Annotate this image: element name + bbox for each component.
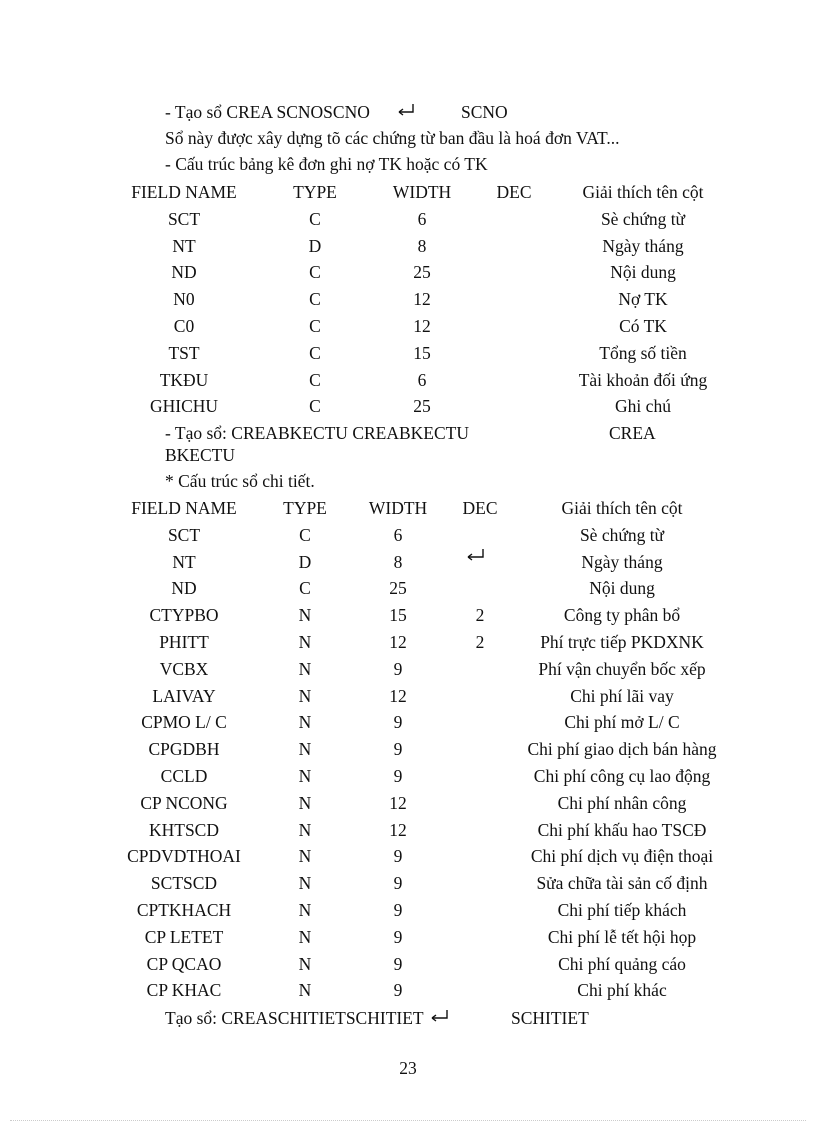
table-cell: C xyxy=(309,396,321,417)
table-cell: 9 xyxy=(393,739,403,760)
table-cell: CCLD xyxy=(160,766,208,786)
table-cell: Nội dung xyxy=(610,262,676,283)
table-header-row xyxy=(0,181,816,207)
table-cell: PHITT xyxy=(159,632,209,652)
table-cell: Tổng số tiền xyxy=(599,342,687,363)
table-cell: 12 xyxy=(389,632,407,652)
crea-schitiet-suffix: SCHITIET xyxy=(511,1008,589,1028)
table-row xyxy=(0,926,816,952)
table-cell: TST xyxy=(168,342,200,363)
enter-arrow-icon xyxy=(464,546,486,562)
table-cell: VCBX xyxy=(159,658,209,679)
table-row xyxy=(0,819,816,845)
table-cell: Chi phí khấu hao TSCĐ xyxy=(537,819,707,840)
column-header: TYPE xyxy=(283,498,327,518)
table-cell: 15 xyxy=(389,605,407,626)
table-row xyxy=(0,792,816,818)
table-cell: Ngày tháng xyxy=(602,235,684,256)
crea-bkectu-line-2: BKECTU xyxy=(165,445,235,465)
table-cell: N xyxy=(298,658,312,679)
table-cell: C xyxy=(309,342,321,363)
table-cell: N xyxy=(298,739,312,760)
crea-bkectu-right: CREA xyxy=(609,423,656,443)
table-cell: CPMO L/ C xyxy=(141,712,227,733)
table-cell: N xyxy=(298,980,312,1001)
table-cell: N xyxy=(298,926,312,947)
table-cell: Chi phí lễ tết hội họp xyxy=(547,926,697,947)
table-cell: CP QCAO xyxy=(146,953,222,974)
table-cell: CTYPBO xyxy=(149,605,219,626)
table-cell: N xyxy=(298,605,312,626)
table-cell: KHTSCD xyxy=(148,819,219,840)
enter-arrow-icon xyxy=(428,1015,448,1025)
table-cell: 8 xyxy=(393,551,403,572)
page-number: 23 xyxy=(399,1058,417,1078)
table-cell: Sè chứng từ xyxy=(600,208,686,229)
table-row xyxy=(0,658,816,684)
table-cell: N xyxy=(298,819,312,840)
table-header-row xyxy=(0,497,816,523)
table-cell: C xyxy=(309,262,321,283)
table-cell: N xyxy=(298,685,312,706)
enter-arrow-icon xyxy=(396,109,416,119)
table-cell: Công ty phân bổ xyxy=(563,605,681,626)
table-cell: Phí trực tiếp PKDXNK xyxy=(540,632,704,652)
table-cell: N xyxy=(298,792,312,813)
table-cell: Chi phí nhân công xyxy=(557,792,687,813)
table-row xyxy=(0,845,816,871)
table-cell: 9 xyxy=(393,766,403,786)
table-row xyxy=(0,551,816,577)
table-cell: N0 xyxy=(173,289,195,310)
table-row xyxy=(0,979,816,1005)
table-row xyxy=(0,524,816,550)
table-cell: CPTKHACH xyxy=(136,900,232,920)
table-cell: 25 xyxy=(413,262,431,283)
table-row xyxy=(0,208,816,234)
table-cell: N xyxy=(298,953,312,974)
column-header: FIELD NAME xyxy=(131,182,237,202)
table-cell: Chi phí quảng cáo xyxy=(558,953,686,974)
crea-schitiet-text: Tạo sổ: CREASCHITIETSCHITIET xyxy=(165,1008,424,1028)
table-cell: 9 xyxy=(393,926,403,947)
table-cell: 25 xyxy=(389,578,407,599)
column-header: WIDTH xyxy=(368,498,428,518)
table-cell: SCTSCD xyxy=(150,873,218,894)
column-header: DEC xyxy=(462,498,498,518)
intro-line-1-suffix: SCNO xyxy=(461,102,508,122)
crea-bkectu-line: - Tạo sổ: CREABKECTU CREABKECTU xyxy=(165,423,469,443)
table-cell: 6 xyxy=(417,208,427,229)
table-cell: Chi phí công cụ lao động xyxy=(533,766,711,786)
table-cell: LAIVAY xyxy=(152,685,216,706)
table-row xyxy=(0,711,816,737)
table-cell: Tài khoản đối ứng xyxy=(578,369,708,390)
table-cell: 9 xyxy=(393,980,403,1001)
table-cell: C xyxy=(299,524,311,545)
table-cell: N xyxy=(298,712,312,733)
table-cell: 9 xyxy=(393,846,403,867)
table-cell: Chi phí tiếp khách xyxy=(557,900,687,920)
table-cell: 25 xyxy=(413,396,431,417)
table-cell: 9 xyxy=(393,900,403,920)
column-header: TYPE xyxy=(293,182,337,202)
table-cell: Chi phí dịch vụ điện thoại xyxy=(530,846,714,867)
table-cell: Phí vận chuyển bốc xếp xyxy=(538,658,706,679)
table-row xyxy=(0,288,816,314)
column-header: Giải thích tên cột xyxy=(582,182,704,202)
table-row xyxy=(0,953,816,979)
table-cell: 8 xyxy=(417,235,427,256)
table-cell: N xyxy=(298,873,312,894)
table-cell: CP KHAC xyxy=(146,980,222,1001)
table-cell: 2 xyxy=(475,605,485,626)
table-row xyxy=(0,577,816,603)
table-cell: 12 xyxy=(413,289,431,310)
column-header: Giải thích tên cột xyxy=(561,498,683,518)
table-cell: 12 xyxy=(389,819,407,840)
table-cell: CPGDBH xyxy=(148,739,220,760)
table-cell: C xyxy=(309,369,321,390)
table-row xyxy=(0,235,816,261)
table-cell: NT xyxy=(172,551,196,572)
intro-line-1-text: - Tạo sổ CREA SCNOSCNO xyxy=(165,102,370,122)
table-cell: Nội dung xyxy=(589,578,655,599)
intro-line-2: Sổ này được xây dựng tõ các chứng từ ban đầu là hoá đơn VAT... xyxy=(165,128,620,148)
table-cell: D xyxy=(298,551,312,572)
table-cell: 12 xyxy=(413,316,431,336)
table-cell: C xyxy=(309,208,321,229)
table-cell: ND xyxy=(171,262,197,283)
table-row xyxy=(0,369,816,395)
table-cell: Sửa chữa tài sản cố định xyxy=(536,873,708,894)
table-cell: Chi phí mở L/ C xyxy=(564,712,680,733)
table-cell: D xyxy=(308,235,322,256)
table-row xyxy=(0,872,816,898)
table-cell: C xyxy=(309,289,321,310)
table-row xyxy=(0,685,816,711)
intro-line-3: - Cấu trúc bảng kê đơn ghi nợ TK hoặc có TK xyxy=(165,154,488,174)
table-cell: CP LETET xyxy=(144,926,224,947)
table-cell: 9 xyxy=(393,953,403,974)
table-cell: 6 xyxy=(417,369,427,390)
table-cell: Có TK xyxy=(619,316,667,336)
column-header: DEC xyxy=(496,182,532,202)
table-row xyxy=(0,899,816,925)
table-cell: Ghi chú xyxy=(615,396,671,417)
table-cell: N xyxy=(298,632,312,652)
table-row xyxy=(0,631,816,657)
table-cell: 9 xyxy=(393,658,403,679)
table-row xyxy=(0,315,816,341)
table-cell: 9 xyxy=(393,712,403,733)
table-row xyxy=(0,342,816,368)
table-cell: Ngày tháng xyxy=(581,551,663,572)
table-cell: 2 xyxy=(475,632,485,652)
table-row xyxy=(0,765,816,791)
table-cell: ND xyxy=(171,578,197,599)
table-cell: 15 xyxy=(413,342,431,363)
table-cell: GHICHU xyxy=(149,396,219,417)
table-row xyxy=(0,395,816,421)
detail-structure-title: * Cấu trúc sổ chi tiết. xyxy=(165,471,315,491)
table-cell: Chi phí khác xyxy=(577,980,667,1001)
table-cell: SCT xyxy=(167,208,201,229)
table-cell: Chi phí giao dịch bán hàng xyxy=(527,739,717,760)
table-cell: Chi phí lãi vay xyxy=(570,685,674,706)
table-cell: SCT xyxy=(167,524,201,545)
table-row xyxy=(0,738,816,764)
table-cell: 9 xyxy=(393,873,403,894)
table-cell: C xyxy=(309,316,321,336)
crea-schitiet-line xyxy=(165,1007,448,1029)
table-cell: Sè chứng từ xyxy=(579,524,665,545)
table-cell: N xyxy=(298,766,312,786)
table-cell: N xyxy=(298,846,312,867)
table-cell: N xyxy=(298,900,312,920)
table-cell: CP NCONG xyxy=(140,792,228,813)
column-header: FIELD NAME xyxy=(131,498,237,518)
table-cell: 6 xyxy=(393,524,403,545)
table-cell: C0 xyxy=(173,316,195,336)
table-cell: 12 xyxy=(389,685,407,706)
table-row xyxy=(0,604,816,630)
page-bottom-rule xyxy=(10,1120,806,1121)
table-cell: CPDVDTHOAI xyxy=(127,846,241,867)
table-cell: Nợ TK xyxy=(618,289,668,310)
table-cell: 12 xyxy=(389,792,407,813)
column-header: WIDTH xyxy=(392,182,452,202)
table-cell: C xyxy=(299,578,311,599)
table-cell: NT xyxy=(172,235,196,256)
intro-line-1 xyxy=(165,101,416,123)
table-row xyxy=(0,261,816,287)
table-cell: TKĐU xyxy=(159,369,209,390)
